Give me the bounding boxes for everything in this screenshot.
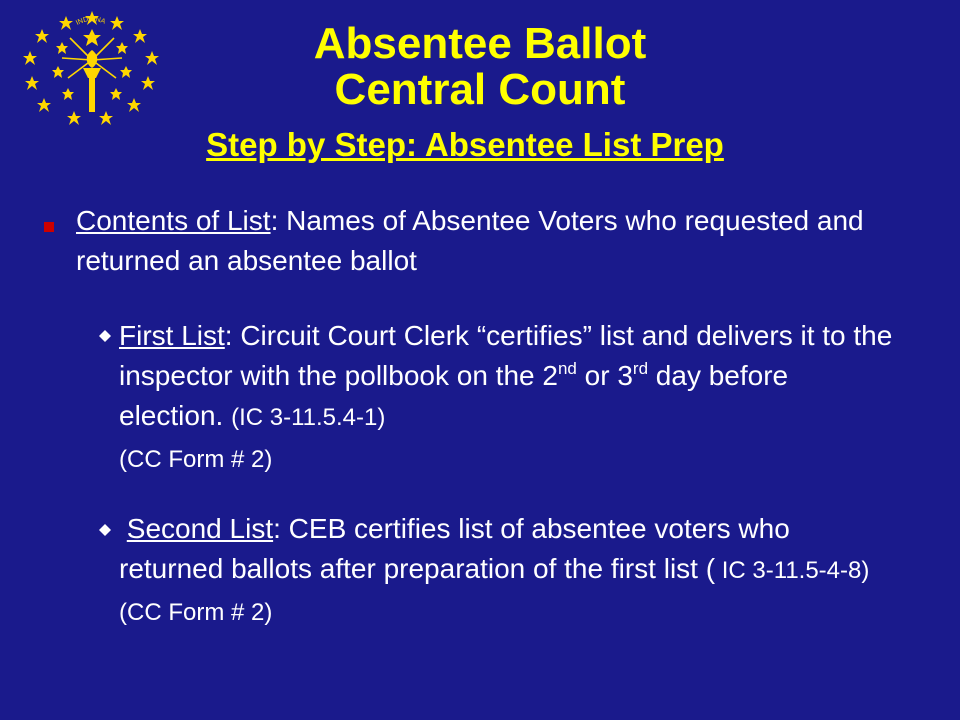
- bullet-label: Second List: [126, 513, 274, 544]
- diamond-bullet-icon: [99, 330, 111, 342]
- square-bullet-icon: [44, 222, 54, 232]
- bullet-contents-of-list: [76, 201, 896, 281]
- diamond-bullet-icon: [99, 524, 111, 536]
- superscript: nd: [557, 359, 577, 378]
- citation: IC 3-11.5-4-8) (CC Form # 2): [119, 557, 870, 626]
- slide-subtitle: Step by Step: Absentee List Prep: [206, 126, 724, 163]
- bullet-label: Contents of List: [76, 205, 271, 236]
- bullet-first-list: [119, 316, 899, 478]
- bullet-text: : Circuit Court Clerk “certifies” list and delivers it to the inspector with the pollbook on the 2: [119, 320, 893, 391]
- bullet-text: day before election.: [119, 360, 789, 431]
- superscript: rd: [632, 359, 649, 378]
- bullet-second-list: [119, 509, 899, 633]
- slide-title-line-1: Absentee Ballot: [313, 19, 647, 68]
- slide-title-line-2: Central Count: [334, 65, 626, 114]
- citation: (IC 3-11.5.4-1): [231, 404, 386, 431]
- bullet-text: : CEB certifies list of absentee voters who returned ballots after preparation of the first list (: [119, 513, 790, 584]
- bullet-text: : Names of Absentee Voters who requested and returned an absentee ballot: [76, 205, 864, 276]
- form-reference: (CC Form # 2): [119, 446, 273, 473]
- seal-text: INDIANA: [74, 15, 107, 27]
- bullet-label: First List: [119, 320, 225, 351]
- bullet-text: or 3: [576, 360, 633, 391]
